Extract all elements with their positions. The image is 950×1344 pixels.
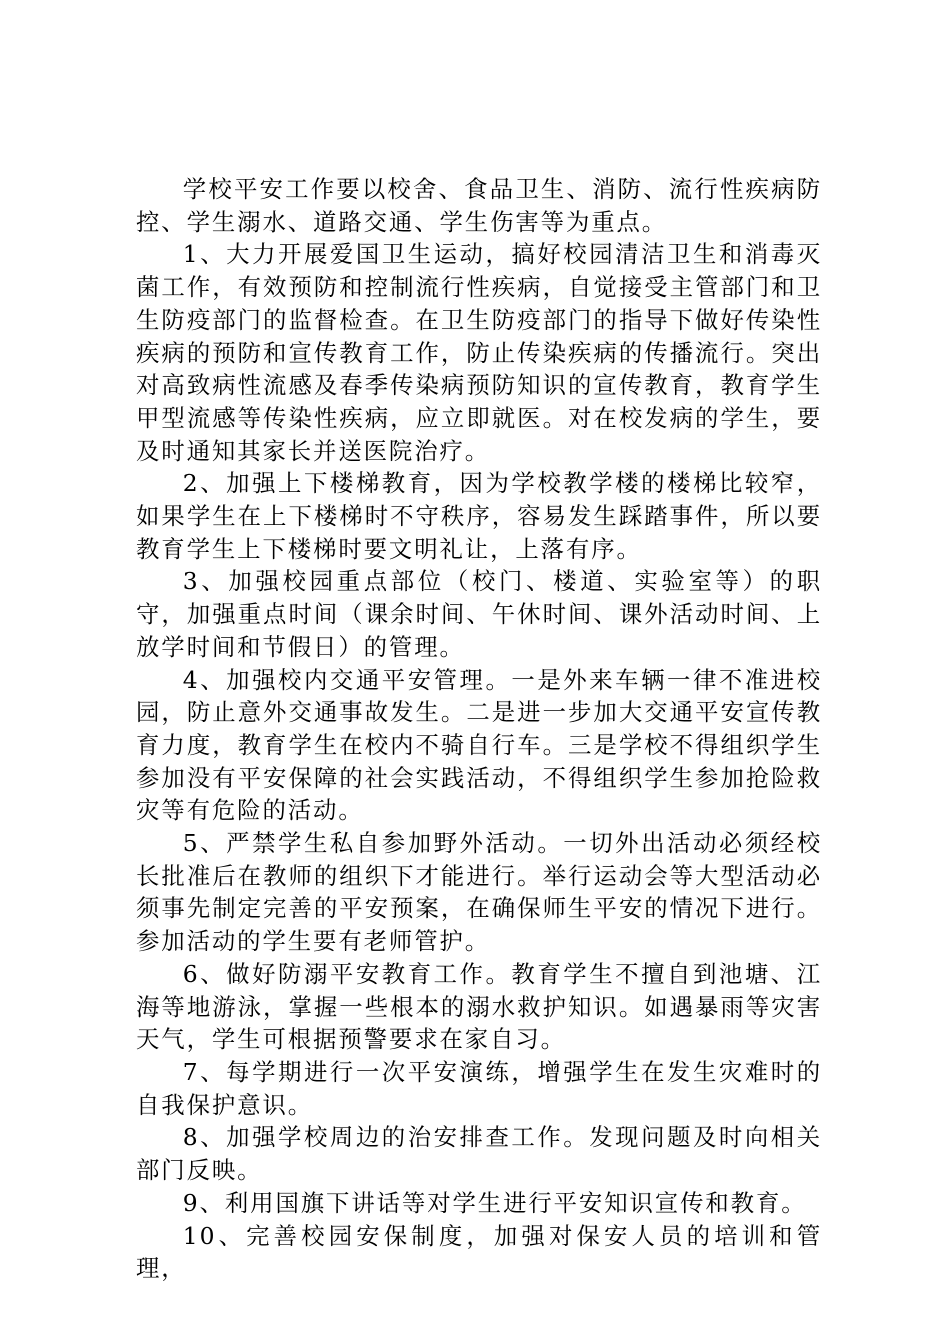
item-1-paragraph: 1、大力开展爱国卫生运动，搞好校园清洁卫生和消毒灭菌工作，有效预防和控制流行性疾病，自觉接受主管部门和卫生防疫部门的监督检查。在卫生防疫部门的指导下做好传染性疾病的预防和宣传教育工作，防止传染疾病的传播流行。突出对高致病性流感及春季传染病预防知识的宣传教育，教育学生甲型流感等传染性疾病，应立即就医。对在校发病的学生，要及时通知其家长并送医院治疗。 xyxy=(136,240,822,465)
item-9-paragraph: 9、利用国旗下讲话等对学生进行平安知识宣传和教育。 xyxy=(182,1188,807,1217)
item-2-paragraph: 2、加强上下楼梯教育，因为学校教学楼的楼梯比较窄，如果学生在上下楼梯时不守秩序，容易发生踩踏事件，所以要教育学生上下楼梯时要文明礼让，上落有序。 xyxy=(136,469,822,563)
item-10-paragraph: 10、完善校园安保制度，加强对保安人员的培训和管理， xyxy=(136,1221,822,1283)
intro-paragraph: 学校平安工作要以校舍、食品卫生、消防、流行性疾病防控、学生溺水、道路交通、学生伤害等为重点。 xyxy=(136,175,822,236)
item-3-paragraph: 3、加强校园重点部位（校门、楼道、实验室等）的职守，加强重点时间（课余时间、午休时间、课外活动时间、上放学时间和节假日）的管理。 xyxy=(136,567,822,661)
item-6-paragraph: 6、做好防溺平安教育工作。教育学生不擅自到池塘、江海等地游泳，掌握一些根本的溺水救护知识。如遇暴雨等灾害天气，学生可根据预警要求在家自习。 xyxy=(136,959,822,1054)
document-body xyxy=(136,173,822,1285)
item-4-paragraph: 4、加强校内交通平安管理。一是外来车辆一律不准进校园，防止意外交通事故发生。二是进一步加大交通平安宣传教育力度，教育学生在校内不骑自行车。三是学校不得组织学生参加没有平安保障的社会实践活动，不得组织学生参加抢险救灾等有危险的活动。 xyxy=(136,665,822,825)
item-8-paragraph: 8、加强学校周边的治安排查工作。发现问题及时向相关部门反映。 xyxy=(136,1123,822,1185)
item-5-paragraph: 5、严禁学生私自参加野外活动。一切外出活动必须经校长批准后在教师的组织下才能进行。举行运动会等大型活动必须事先制定完善的平安预案，在确保师生平安的情况下进行。参加活动的学生要有老师管护。 xyxy=(136,829,822,956)
item-7-paragraph: 7、每学期进行一次平安演练，增强学生在发生灾难时的自我保护意识。 xyxy=(136,1057,822,1119)
